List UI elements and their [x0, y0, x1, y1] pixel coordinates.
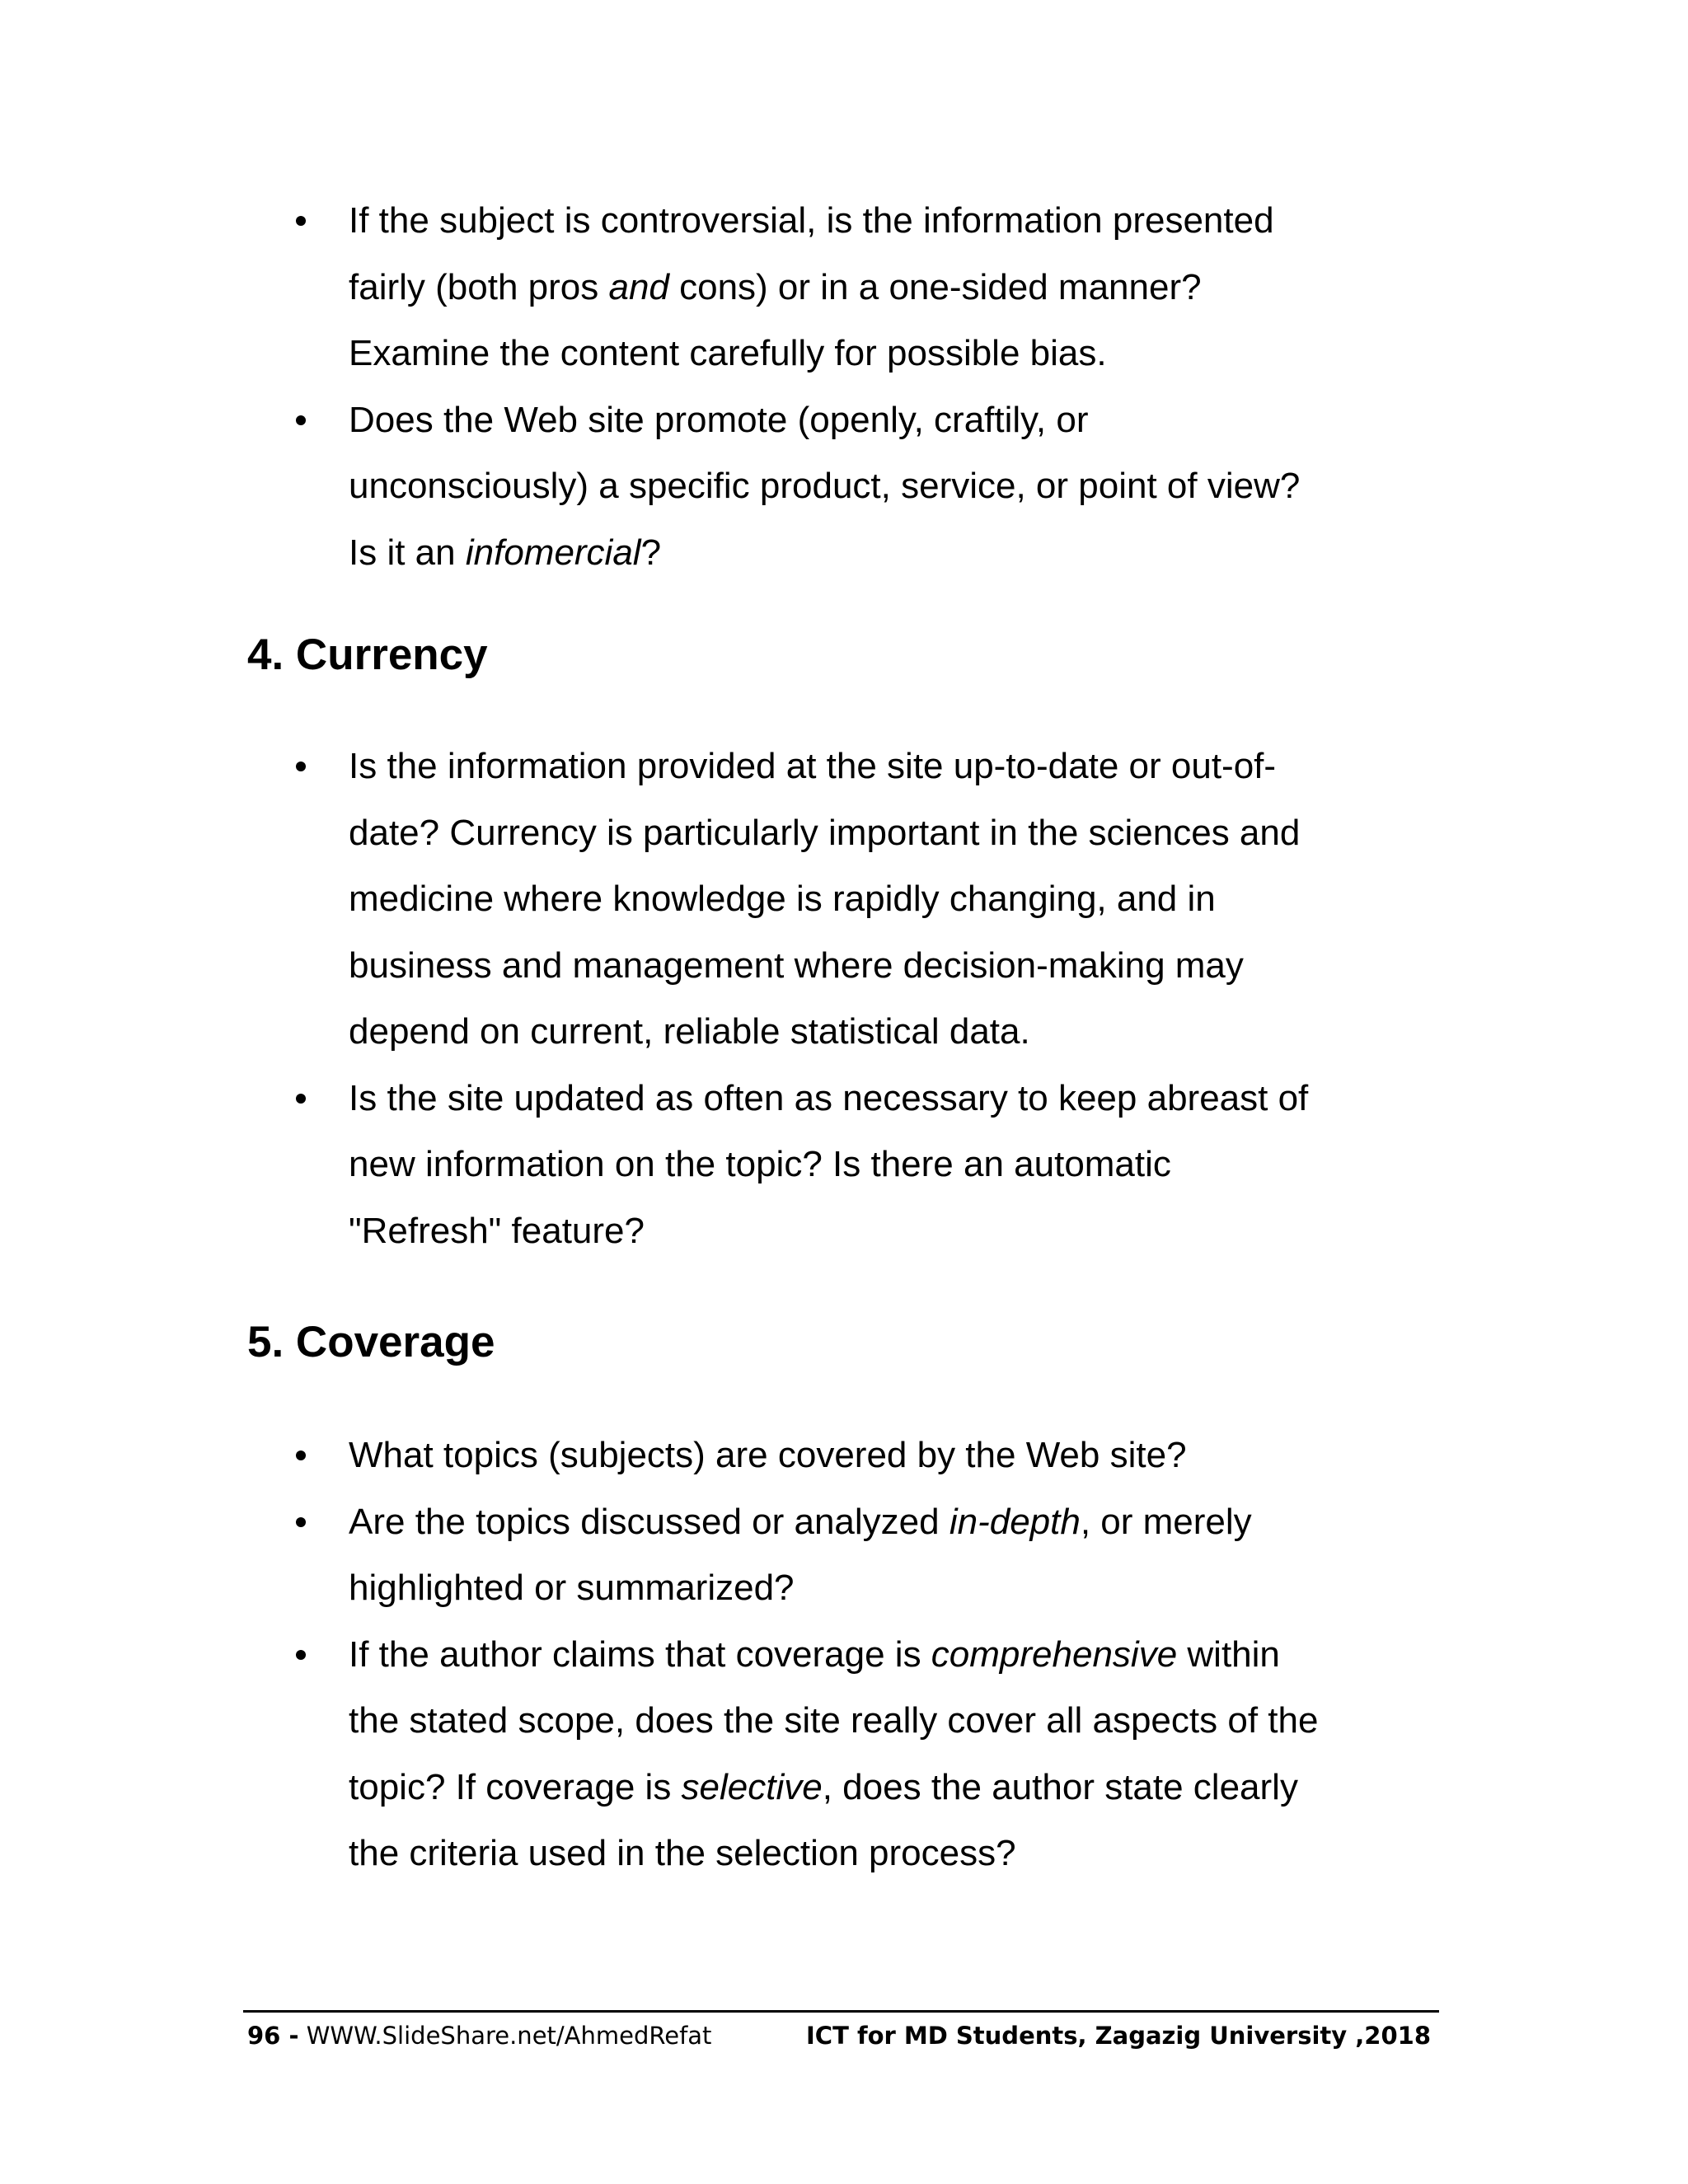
text-line: "Refresh" feature?: [349, 1210, 645, 1251]
section-heading-coverage: 5. Coverage: [247, 1318, 495, 1366]
text-line: the criteria used in the selection process?: [349, 1833, 1016, 1873]
list-item: [247, 1422, 1451, 1489]
text-line: depend on current, reliable statistical data.: [349, 1011, 1030, 1052]
list-item: [247, 1489, 1451, 1622]
bullet-list: [247, 188, 1451, 586]
list-item: [247, 188, 1451, 387]
text-line: Is the site updated as often as necessary to keep abreast of: [349, 1077, 1309, 1118]
bullet-icon: [296, 1094, 306, 1104]
list-item: [247, 1622, 1451, 1887]
text-line: unconsciously) a specific product, service, or point of view?: [349, 466, 1301, 506]
bullet-icon: [296, 216, 306, 226]
footer-course: ICT for MD Students, Zagazig University ,2018: [806, 2022, 1432, 2050]
emphasis-text: comprehensive: [931, 1633, 1178, 1675]
text-line: Is the information provided at the site up-to-date or out-of-: [349, 746, 1277, 786]
bullet-list: [247, 733, 1451, 1264]
text-line: Does the Web site promote (openly, craftily, or: [349, 399, 1089, 440]
footer-url: WWW.SlideShare.net/AhmedRefat: [306, 2022, 712, 2050]
bullet-icon: [296, 1451, 306, 1460]
bullet-icon: [296, 415, 306, 425]
emphasis-text: selective: [681, 1766, 823, 1807]
list-item: [247, 733, 1451, 1066]
emphasis-text: and: [608, 266, 669, 307]
bullet-icon: [296, 1517, 306, 1527]
bullet-icon: [296, 762, 306, 771]
text-line: If the subject is controversial, is the information presented: [349, 200, 1274, 241]
text-line: new information on the topic? Is there an automatic: [349, 1144, 1171, 1184]
section-coverage-body: [247, 1422, 1451, 1887]
emphasis-text: infomercial: [465, 532, 641, 573]
page-number: 96 -: [247, 2022, 299, 2050]
text-line: Are the topics discussed or analyzed in-depth, or merely: [349, 1501, 1252, 1542]
footer-left: [247, 2019, 711, 2052]
footer-divider: [243, 2010, 1439, 2013]
text-line: Is it an infomercial?: [349, 532, 662, 573]
list-item: [247, 387, 1451, 587]
text-line: fairly (both pros and cons) or in a one-sided manner?: [349, 266, 1202, 307]
text-line: date? Currency is particularly important in the sciences and: [349, 812, 1301, 853]
bullet-icon: [296, 1650, 306, 1660]
section-heading-currency: 4. Currency: [247, 630, 488, 679]
text-line: medicine where knowledge is rapidly changing, and in: [349, 879, 1216, 919]
text-line: topic? If coverage is selective, does the author state clearly: [349, 1766, 1298, 1807]
emphasis-text: in-depth: [949, 1501, 1081, 1542]
section-currency-body: [247, 733, 1451, 1264]
bullet-list: [247, 1422, 1451, 1887]
text-line: business and management where decision-making may: [349, 944, 1244, 986]
section-3-continued: [247, 188, 1451, 586]
text-line: the stated scope, does the site really cover all aspects of the: [349, 1700, 1319, 1741]
text-line: Examine the content carefully for possible bias.: [349, 333, 1107, 373]
list-item: [247, 1066, 1451, 1265]
text-line: What topics (subjects) are covered by the Web site?: [349, 1435, 1187, 1475]
text-line: highlighted or summarized?: [349, 1568, 795, 1608]
text-line: If the author claims that coverage is comprehensive within: [349, 1633, 1280, 1675]
